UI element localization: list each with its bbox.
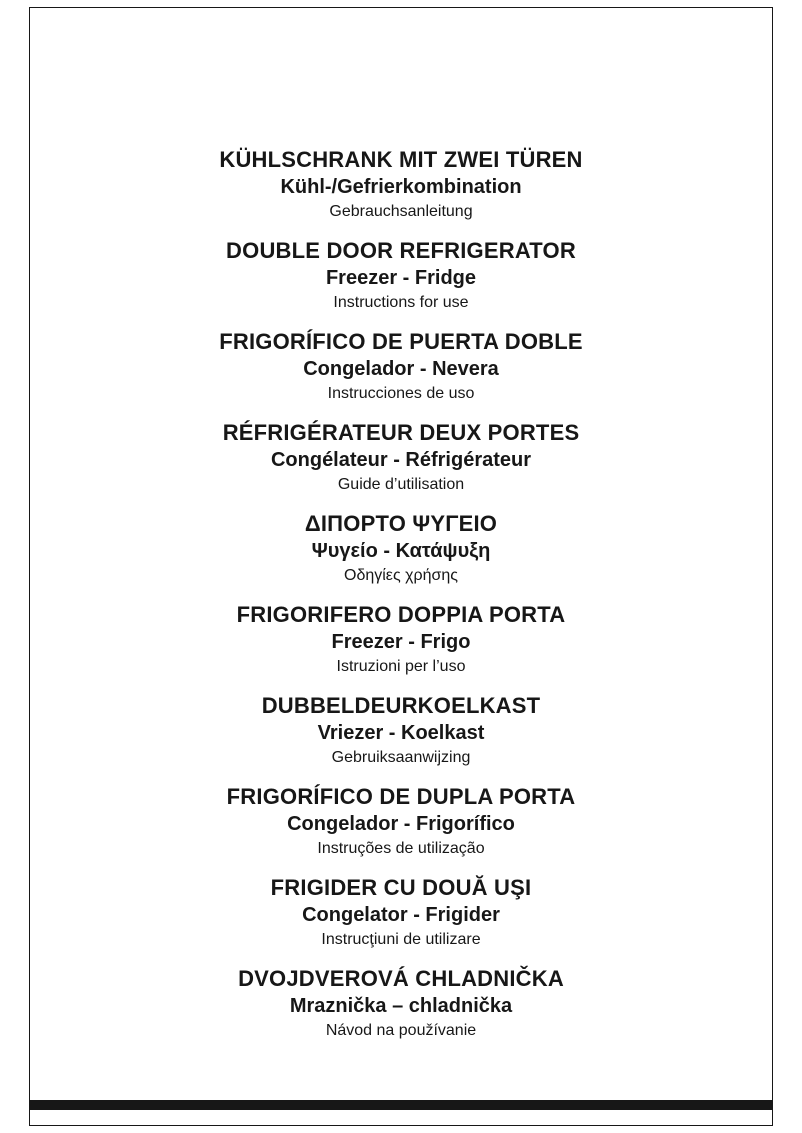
title-english: DOUBLE DOOR REFRIGERATOR bbox=[226, 238, 576, 263]
subtitle-dutch: Vriezer - Koelkast bbox=[317, 722, 485, 744]
note-italian: Istruzioni per l’uso bbox=[336, 658, 466, 675]
subtitle-french: Congélateur - Réfrigérateur bbox=[270, 449, 532, 471]
title-german: KÜHLSCHRANK MIT ZWEI TÜREN bbox=[219, 147, 583, 172]
lang-block-romanian bbox=[30, 874, 772, 950]
note-spanish: Instrucciones de uso bbox=[327, 385, 475, 402]
lang-block-dutch bbox=[30, 692, 772, 768]
lang-block-portuguese bbox=[30, 783, 772, 859]
lang-block-slovak bbox=[30, 965, 772, 1041]
bottom-rule bbox=[30, 1100, 772, 1110]
subtitle-italian: Freezer - Frigo bbox=[331, 631, 471, 653]
note-portuguese: Instruções de utilização bbox=[317, 840, 485, 857]
subtitle-romanian: Congelator - Frigider bbox=[302, 904, 500, 926]
lang-block-spanish bbox=[30, 328, 772, 404]
title-slovak: DVOJDVEROVÁ CHLADNIČKA bbox=[238, 966, 564, 991]
lang-block-german bbox=[30, 146, 772, 222]
page-border-frame bbox=[29, 7, 773, 1126]
note-german: Gebrauchsanleitung bbox=[329, 203, 473, 220]
lang-block-italian bbox=[30, 601, 772, 677]
title-italian: FRIGORIFERO DOPPIA PORTA bbox=[236, 602, 566, 627]
subtitle-slovak: Mraznička – chladnička bbox=[289, 995, 513, 1017]
subtitle-portuguese: Congelador - Frigorífico bbox=[287, 813, 515, 835]
note-french: Guide d’utilisation bbox=[337, 476, 465, 493]
multilingual-title-list bbox=[30, 146, 772, 1056]
note-english: Instructions for use bbox=[333, 294, 469, 311]
lang-block-english bbox=[30, 237, 772, 313]
subtitle-english: Freezer - Fridge bbox=[325, 267, 477, 289]
subtitle-spanish: Congelador - Nevera bbox=[303, 358, 499, 380]
title-portuguese: FRIGORÍFICO DE DUPLA PORTA bbox=[226, 784, 576, 809]
subtitle-german: Kühl-/Gefrierkombination bbox=[280, 176, 522, 198]
lang-block-french bbox=[30, 419, 772, 495]
note-dutch: Gebruiksaanwijzing bbox=[331, 749, 471, 766]
title-dutch: DUBBELDEURKOELKAST bbox=[261, 693, 541, 718]
note-slovak: Návod na používanie bbox=[325, 1022, 477, 1039]
title-romanian: FRIGIDER CU DOUĂ UŞI bbox=[270, 875, 532, 900]
title-spanish: FRIGORÍFICO DE PUERTA DOBLE bbox=[219, 329, 583, 354]
subtitle-greek: Ψυγείο - Κατάψυξη bbox=[311, 540, 491, 562]
note-greek: Οδηγίες χρήσης bbox=[344, 567, 458, 584]
note-romanian: Instrucţiuni de utilizare bbox=[321, 931, 481, 948]
title-french: RÉFRIGÉRATEUR DEUX PORTES bbox=[222, 420, 580, 445]
title-greek: ΔΙΠΟΡΤΟ ΨΥΓΕΙΟ bbox=[304, 511, 498, 536]
lang-block-greek bbox=[30, 510, 772, 586]
